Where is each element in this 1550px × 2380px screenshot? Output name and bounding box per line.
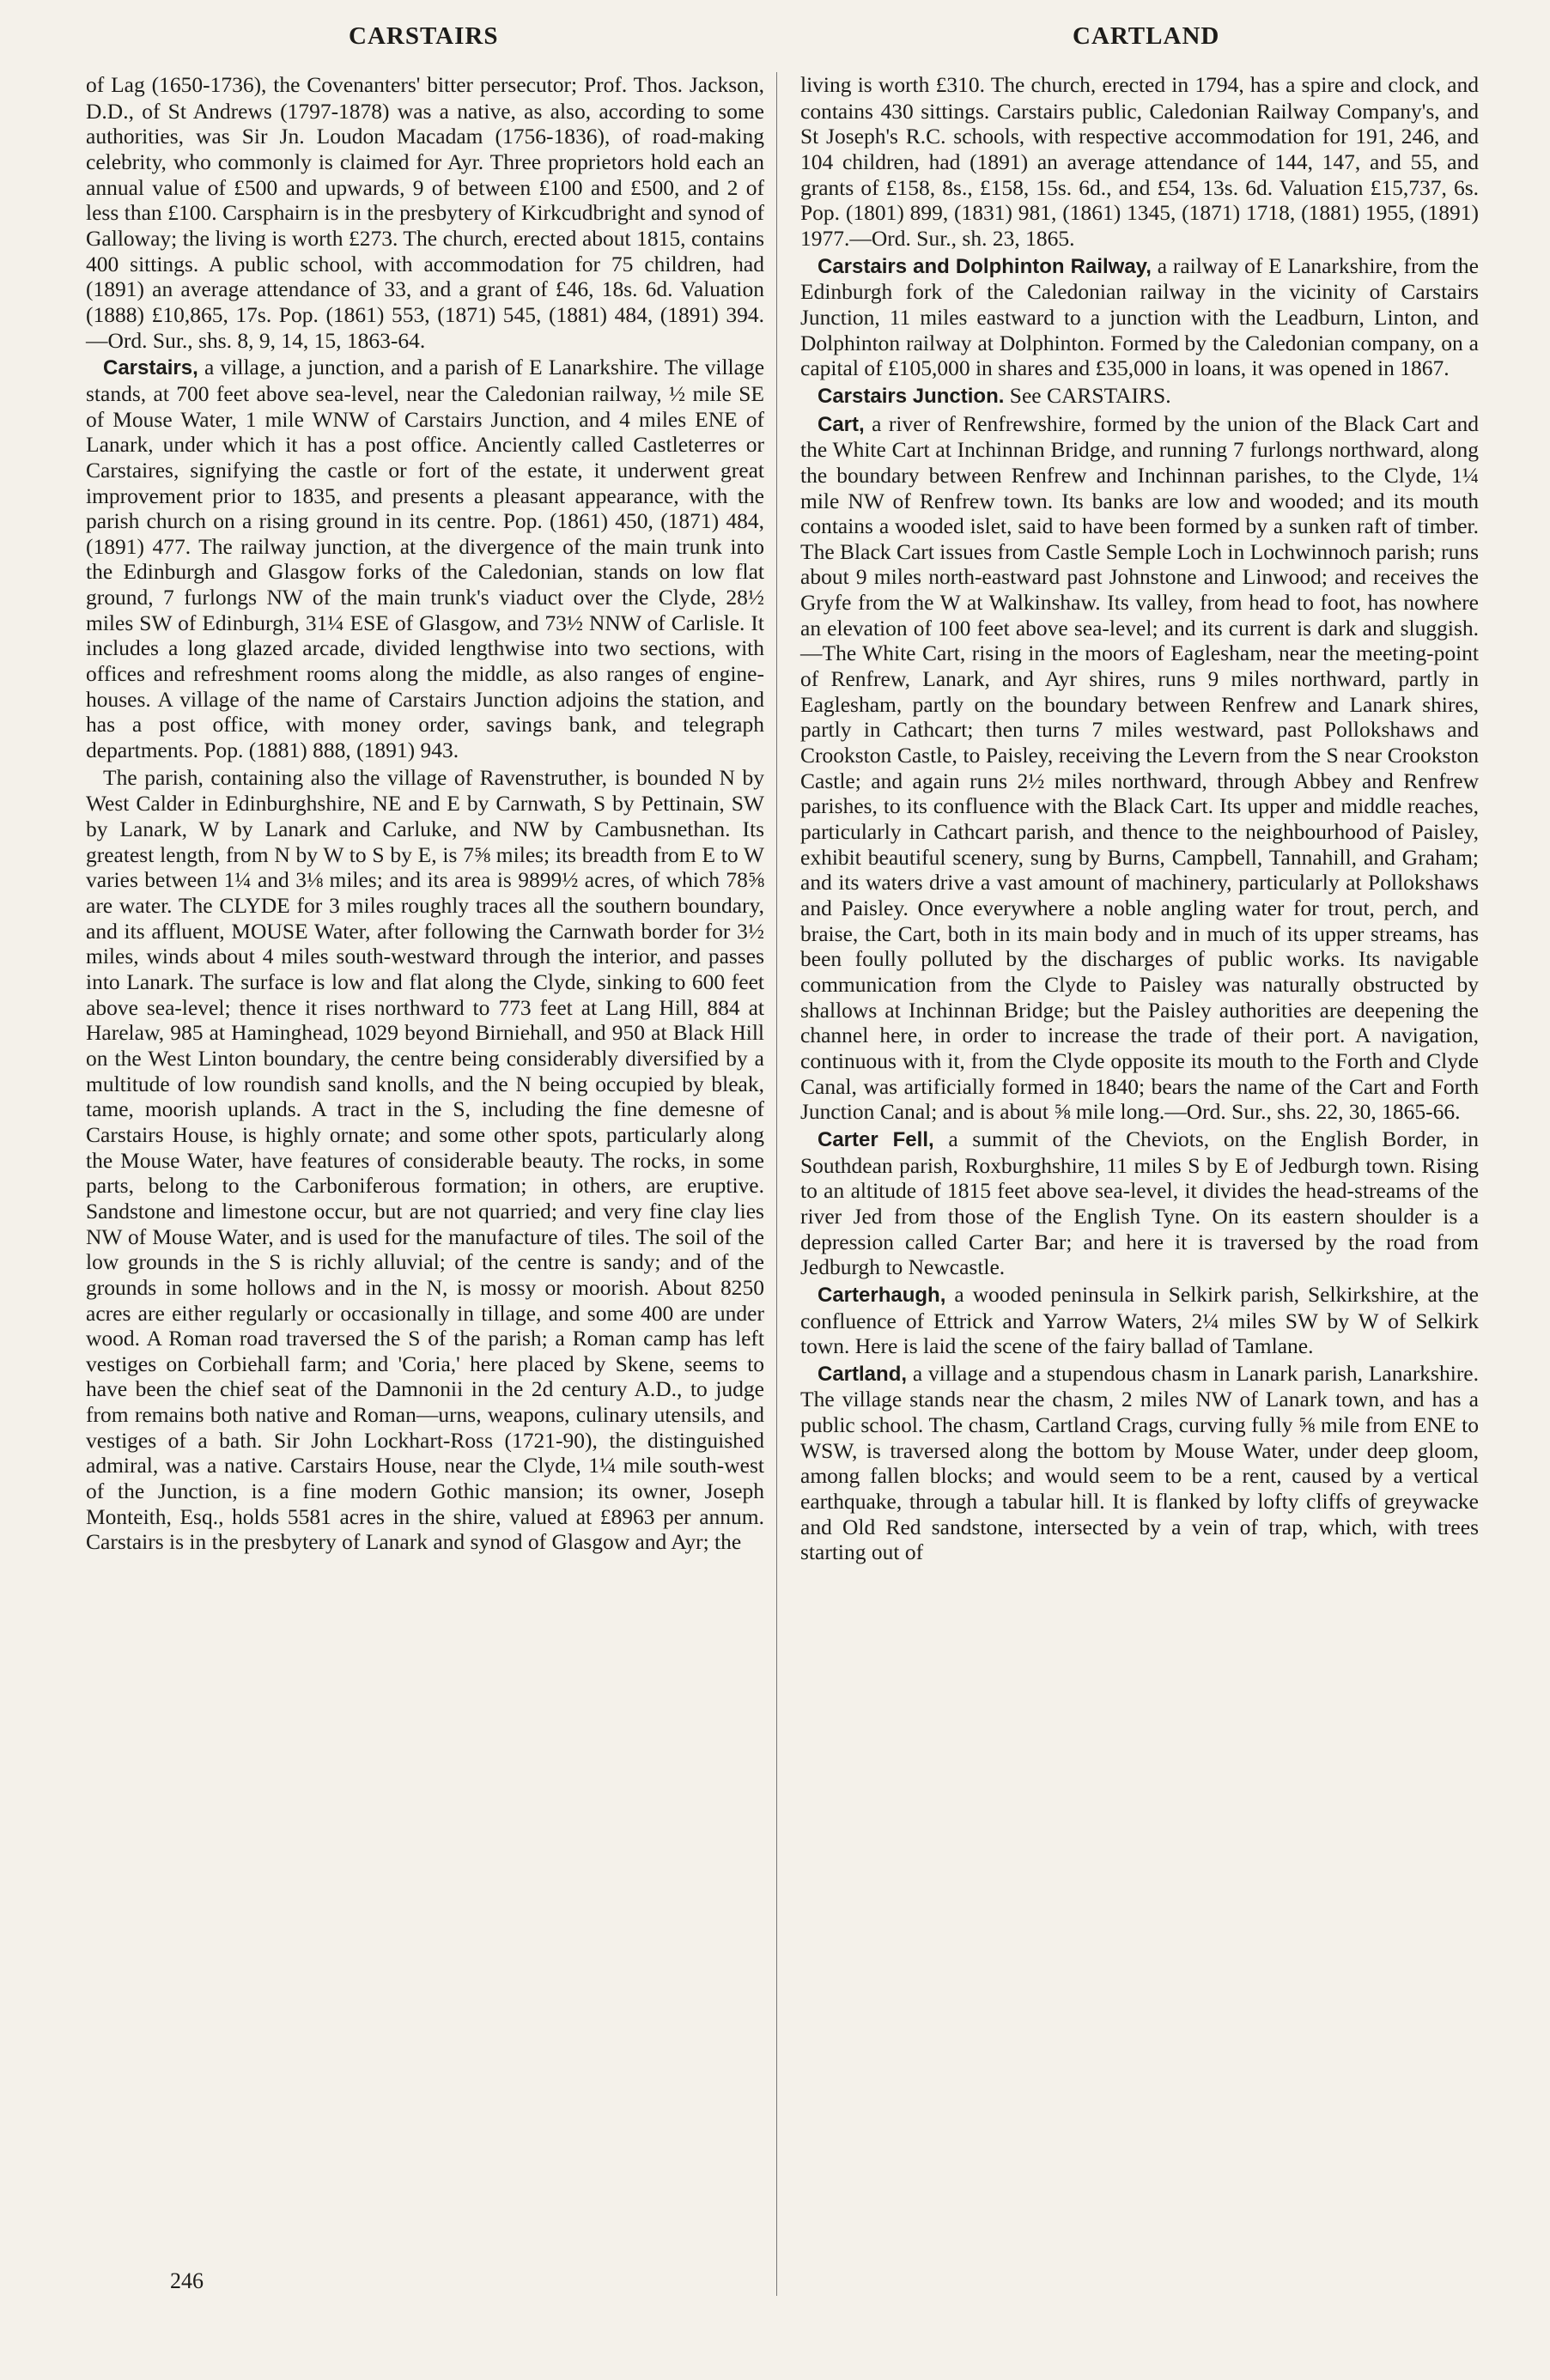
paragraph [800, 1282, 1479, 1359]
page-number: 246 [170, 2268, 204, 2293]
entry-text: a village, a junction, and a parish of E Lanarkshire. The village stands, at 700 feet above sea-level, near the Caledonian railway, ½ mile SE of Mouse Water, 1 mile WNW of Carstairs Junction, and 4 miles ENE of Lanark, under which it has a post office. Anciently called Castleterres or Carstaires, signifying the castle or fort of the estate, it underwent great improvement prior to 1835, and presents a pleasant appearance, with the parish church on a rising ground in its centre. Pop. (1861) 450, (1871) 484, (1891) 477. The railway junction, at the divergence of the main trunk into the Edinburgh and Glasgow forks of the Caledonian, stands on low flat ground, 7 furlongs NW of the main trunk's viaduct over the Clyde, 28½ miles SW of Edinburgh, 31¼ ESE of Glasgow, and 73½ NNW of Carlisle. It includes a long glazed arcade, divided lengthwise into two sections, with offices and refreshment rooms along the middle, as also ranges of engine-houses. A village of the name of Carstairs Junction adjoins the station, and has a post office, with money order, savings bank, and telegraph departments. Pop. (1881) 888, (1891) 943. [86, 355, 765, 763]
entry-text: a wooded peninsula in Selkirk parish, Selkirkshire, at the confluence of Ettrick and Yarrow Waters, 2¼ miles SW by W of Selkirk town. Here is laid the scene of the fairy ballad of Tamlane. [800, 1281, 1479, 1359]
entry-text: a railway of E Lanarkshire, from the Edinburgh fork of the Caledonian railway in the vicinity of Carstairs Junction, 11 miles eastward to a junction with the Leadburn, Linton, and Dolphinton railway at Dolphinton. Formed by the Caledonian company, on a capital of £105,000 in shares and £35,000 in loans, it was opened in 1867. [800, 252, 1480, 381]
headword: Carstairs and Dolphinton Railway, [818, 254, 1152, 278]
paragraph [800, 383, 1479, 410]
paragraph [86, 72, 764, 353]
entry-text: living is worth £310. The church, erected in 1794, has a spire and clock, and contains 430 sittings. Carstairs public, Caledonian Railway Company's, and St Joseph's R.C. schools, with respective accommodation for 191, 246, and 104 children, had (1891) an average attendance of 144, 147, and 55, and grants of £158, 8s., £158, 15s. 6d., and £54, 13s. 6d. Valuation £15,737, 6s. Pop. (1801) 899, (1831) 981, (1861) 1345, (1871) 1718, (1881) 1955, (1891) 1977.—Ord. Sur., sh. 23, 1865. [800, 72, 1479, 251]
entry-text: a village and a stupendous chasm in Lanark parish, Lanarkshire. The village stands near the chasm, 2 miles NW of Lanark town, and has a public school. The chasm, Cartland Crags, curving fully ⅝ mile from ENE to WSW, is traversed along the bottom by Mouse Water, under deep gloom, among fallen blocks; and would seem to be a rent, caused by a vertical earthquake, through a tabular hill. It is flanked by lofty cliffs of greywacke and Old Red sandstone, intersected by a vein of trap, which, with trees starting out of [800, 1360, 1480, 1565]
paragraph [800, 72, 1479, 252]
entry-text: a summit of the Cheviots, on the English Border, in Southdean parish, Roxburghshire, 11 miles S by E of Jedburgh town. Rising to an altitude of 1815 feet above sea-level, it divides the head-streams of the river Jed from those of the English Tyne. On its eastern shoulder is a depression called Carter Bar; and here it is traversed by the road from Jedburgh to Newcastle. [800, 1126, 1479, 1280]
headword: Cartland, [818, 1362, 908, 1386]
entry-text: a river of Renfrewshire, formed by the union of the Black Cart and the White Cart at Inchinnan Bridge, and running 7 furlongs northward, along the boundary between Renfrew and Inchinnan parishes, to the Clyde, 1¼ mile NW of Renfrew town. Its banks are low and wooded; and its mouth contains a wooded islet, said to have been formed by a sunken raft of timber. The Black Cart issues from Castle Semple Loch in Lochwinnoch parish; runs about 9 miles north-eastward past Johnstone and Linwood; and receives the Gryfe from the W at Walkinshaw. Its valley, from head to foot, has nowhere an elevation of 100 feet above sea-level; and its current is dark and sluggish.—The White Cart, rising in the moors of Eaglesham, near the meeting-point of Renfrew, Lanark, and Ayr shires, runs 9 miles northward, partly in Eaglesham, partly on the boundary between Renfrew and Lanark shires, partly in Cathcart; then turns 7 miles westward, past Pollokshaws and Crookston Castle, to Paisley, receiving the Levern from the S near Crookston Castle; and again runs 2½ miles northward, through Abbey and Renfrew parishes, to its confluence with the Black Cart. Its upper and middle reaches, particularly in Cathcart parish, and thence to the neighbourhood of Paisley, exhibit beautiful scenery, sung by Burns, Campbell, Tannahill, and Graham; and its waters drive a vast amount of machinery, particularly at Pollokshaws and Paisley. Once everywhere a noble angling water for trout, perch, and braise, the Cart, both in its main body and in much of its upper streams, has been foully polluted by the discharges of public works. Its navigable communication from the Clyde to Paisley was naturally obstructed by shallows at Inchinnan Bridge; but the Paisley authorities are deepening the channel here, in order to increase the trade of their port. A navigation, continuous with it, from the Clyde opposite its mouth to the Forth and Clyde Canal, was artificially formed in 1840; bears the name of the Cart and Forth Junction Canal; and is about ⅝ mile long.—Ord. Sur., shs. 22, 30, 1865-66. [800, 410, 1480, 1125]
entry-text: The parish, containing also the village of Ravenstruther, is bounded N by West Calder in Edinburghshire, NE and E by Carnwath, S by Pettinain, SW by Lanark, W by Lanark and Carluke, and NW by Cambusnethan. Its greatest length, from N by W to S by E, is 7⅝ miles; its breadth from E to W varies between 1¼ and 3⅛ miles; and its area is 9899½ acres, of which 78⅝ are water. The CLYDE for 3 miles roughly traces all the southern boundary, and its affluent, MOUSE Water, after following the Carnwath border for 3½ miles, winds about 4 miles south-westward through the interior, and passes into Lanark. The surface is low and flat along the Clyde, sinking to 600 feet above sea-level; thence it rises northward to 773 feet at Lang Hill, 884 at Harelaw, 985 at Haminghead, 1029 beyond Birniehall, and 950 at Black Hill on the West Linton boundary, the centre being considerably diversified by a multitude of low roundish sand knolls, and the N being occupied by bleak, tame, moorish uplands. A tract in the S, including the fine demesne of Carstairs House, is highly ornate; and some other spots, particularly along the Mouse Water, have features of considerable beauty. The rocks, in some parts, belong to the Carboniferous formation; in others, are eruptive. Sandstone and limestone occur, but are not quarried; and very fine clay lies NW of Mouse Water, and is used for the manufacture of tiles. The soil of the low grounds in the S is richly alluvial; of the centre is sandy; and of the grounds in some hollows and in the N, is mossy or moorish. About 8250 acres are either regularly or occasionally in tillage, and some 400 are under wood. A Roman road traversed the S of the parish; a Roman camp has left vestiges on Corbiehall farm; and 'Coria,' here placed by Skene, seems to have been the chief seat of the Damnonii in the 2d century A.D., to judge from remains both native and Roman—urns, weapons, culinary utensils, and vestiges of a bath. Sir John Lockhart-Ross (1721-90), the distinguished admiral, was a native. Carstairs House, near the Clyde, 1¼ mile south-west of the Junction, is a fine modern Gothic mansion; its owner, Joseph Monteith, Esq., holds 5581 acres in the shire, valued at £8963 per annum. Carstairs is in the presbytery of Lanark and synod of Glasgow and Ayr; the [86, 764, 764, 1555]
paragraph [800, 253, 1479, 381]
headword: Carter Fell, [818, 1127, 934, 1151]
headword: Cart, [818, 412, 865, 436]
paragraph [800, 1126, 1479, 1280]
headword: Carterhaugh, [818, 1283, 946, 1307]
running-head-right: CARTLAND [1073, 22, 1220, 50]
right-column [800, 72, 1479, 1567]
paragraph [800, 1361, 1479, 1565]
headword: Carstairs Junction. [818, 384, 1005, 408]
entry-text: See CARSTAIRS. [1009, 382, 1171, 408]
paragraph [86, 765, 764, 1555]
running-head-left: CARSTAIRS [349, 22, 499, 50]
column-divider [776, 72, 777, 2296]
headword: Carstairs, [103, 356, 198, 380]
entry-text: of Lag (1650-1736), the Covenanters' bitter persecutor; Prof. Thos. Jackson, D.D., of St Andrews (1797-1878) was a native, as also, according to some authorities, was Sir Jn. Loudon Macadam (1756-1836), of road-making celebrity, who commonly is claimed for Ayr. Three proprietors hold each an annual value of £500 and upwards, 9 of between £100 and £500, and 2 of less than £100. Carsphairn is in the presbytery of Kirkcudbright and synod of Galloway; the living is worth £273. The church, erected about 1815, contains 400 sittings. A public school, with accommodation for 75 children, had (1891) an average attendance of 33, and a grant of £46, 18s. 6d. Valuation (1888) £10,865, 17s. Pop. (1861) 553, (1871) 545, (1881) 484, (1891) 394.—Ord. Sur., shs. 8, 9, 14, 15, 1863-64. [86, 72, 764, 353]
left-column [86, 72, 764, 1557]
paragraph [86, 355, 764, 763]
paragraph [800, 411, 1479, 1125]
